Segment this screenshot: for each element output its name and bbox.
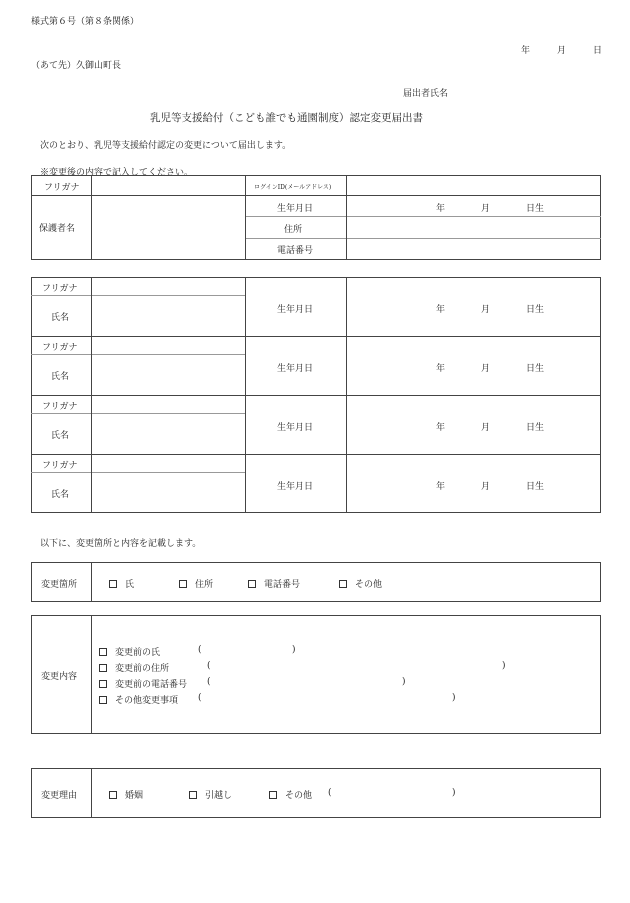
child-birth-value: 年 月 日生 xyxy=(436,423,545,433)
checkbox-icon xyxy=(99,664,107,672)
date-field: 年 月 日 xyxy=(521,46,603,56)
child-birth-value: 年 月 日生 xyxy=(436,364,545,374)
page-title: 乳児等支援給付（こども誰でも通園制度）認定変更届出書 xyxy=(150,112,423,124)
note-text: ※変更後の内容で記入してください。 xyxy=(40,168,194,178)
checkbox-phone-change[interactable]: 電話番号 xyxy=(248,577,300,590)
child-name-label: 氏名 xyxy=(51,313,70,323)
checkbox-icon xyxy=(109,791,117,799)
child-birth-label: 生年月日 xyxy=(277,423,314,433)
checkbox-icon xyxy=(109,580,117,588)
child-birth-label: 生年月日 xyxy=(277,482,314,492)
child-furigana-label: フリガナ xyxy=(42,461,78,471)
guardian-furigana-label: フリガナ xyxy=(44,183,80,193)
guardian-phone-label: 電話番号 xyxy=(277,246,314,256)
addressee: （あて先）久御山町長 xyxy=(31,61,122,71)
prev-phone-line[interactable]: 変更前の電話番号 xyxy=(99,677,187,690)
checkbox-icon xyxy=(179,580,187,588)
child-birth-value: 年 月 日生 xyxy=(436,305,545,315)
applicant-name-label: 届出者氏名 xyxy=(403,89,449,99)
close-paren: ) xyxy=(452,788,456,798)
prev-address-line[interactable]: 変更前の住所 xyxy=(99,661,169,674)
checkbox-other-reason[interactable]: その他 xyxy=(269,788,312,801)
change-reason-label: 変更理由 xyxy=(41,791,78,801)
checkbox-icon xyxy=(99,696,107,704)
prev-name-line[interactable]: 変更前の氏 xyxy=(99,645,160,658)
checkbox-marriage[interactable]: 婚姻 xyxy=(109,788,143,801)
change-items-label: 変更箇所 xyxy=(41,580,78,590)
checkbox-icon xyxy=(248,580,256,588)
checkbox-icon xyxy=(99,648,107,656)
child-name-label: 氏名 xyxy=(51,431,70,441)
child-name-label: 氏名 xyxy=(51,372,70,382)
open-paren: ( xyxy=(207,677,211,687)
changes-intro: 以下に、変更箇所と内容を記載します。 xyxy=(40,539,202,549)
close-paren: ) xyxy=(452,693,456,703)
open-paren: ( xyxy=(207,661,211,671)
close-paren: ) xyxy=(402,677,406,687)
checkbox-icon xyxy=(269,791,277,799)
checkbox-address-change[interactable]: 住所 xyxy=(179,577,213,590)
intro-text: 次のとおり、乳児等支援給付認定の変更について届出します。 xyxy=(40,141,292,151)
checkbox-icon xyxy=(99,680,107,688)
guardian-name-label: 保護者名 xyxy=(39,224,76,234)
child-furigana-label: フリガナ xyxy=(42,343,78,353)
other-changes-line[interactable]: その他変更事項 xyxy=(99,693,178,706)
change-content-label: 変更内容 xyxy=(41,672,78,682)
login-id-label: ログインID(メールアドレス) xyxy=(254,184,332,191)
open-paren: ( xyxy=(328,788,332,798)
close-paren: ) xyxy=(292,645,296,655)
child-furigana-label: フリガナ xyxy=(42,284,78,294)
open-paren: ( xyxy=(198,645,202,655)
guardian-address-label: 住所 xyxy=(284,225,303,235)
checkbox-other-change[interactable]: その他 xyxy=(339,577,382,590)
child-birth-value: 年 月 日生 xyxy=(436,482,545,492)
checkbox-icon xyxy=(339,580,347,588)
checkbox-icon xyxy=(189,791,197,799)
checkbox-moving[interactable]: 引越し xyxy=(189,788,232,801)
change-content-box xyxy=(31,615,601,734)
form-number: 様式第６号（第８条関係） xyxy=(31,17,140,27)
close-paren: ) xyxy=(502,661,506,671)
child-furigana-label: フリガナ xyxy=(42,402,78,412)
child-birth-label: 生年月日 xyxy=(277,364,314,374)
guardian-birth-value: 年 月 日生 xyxy=(436,204,545,214)
checkbox-name-change[interactable]: 氏 xyxy=(109,577,134,590)
guardian-birth-label: 生年月日 xyxy=(277,204,314,214)
child-birth-label: 生年月日 xyxy=(277,305,314,315)
open-paren: ( xyxy=(198,693,202,703)
child-name-label: 氏名 xyxy=(51,490,70,500)
